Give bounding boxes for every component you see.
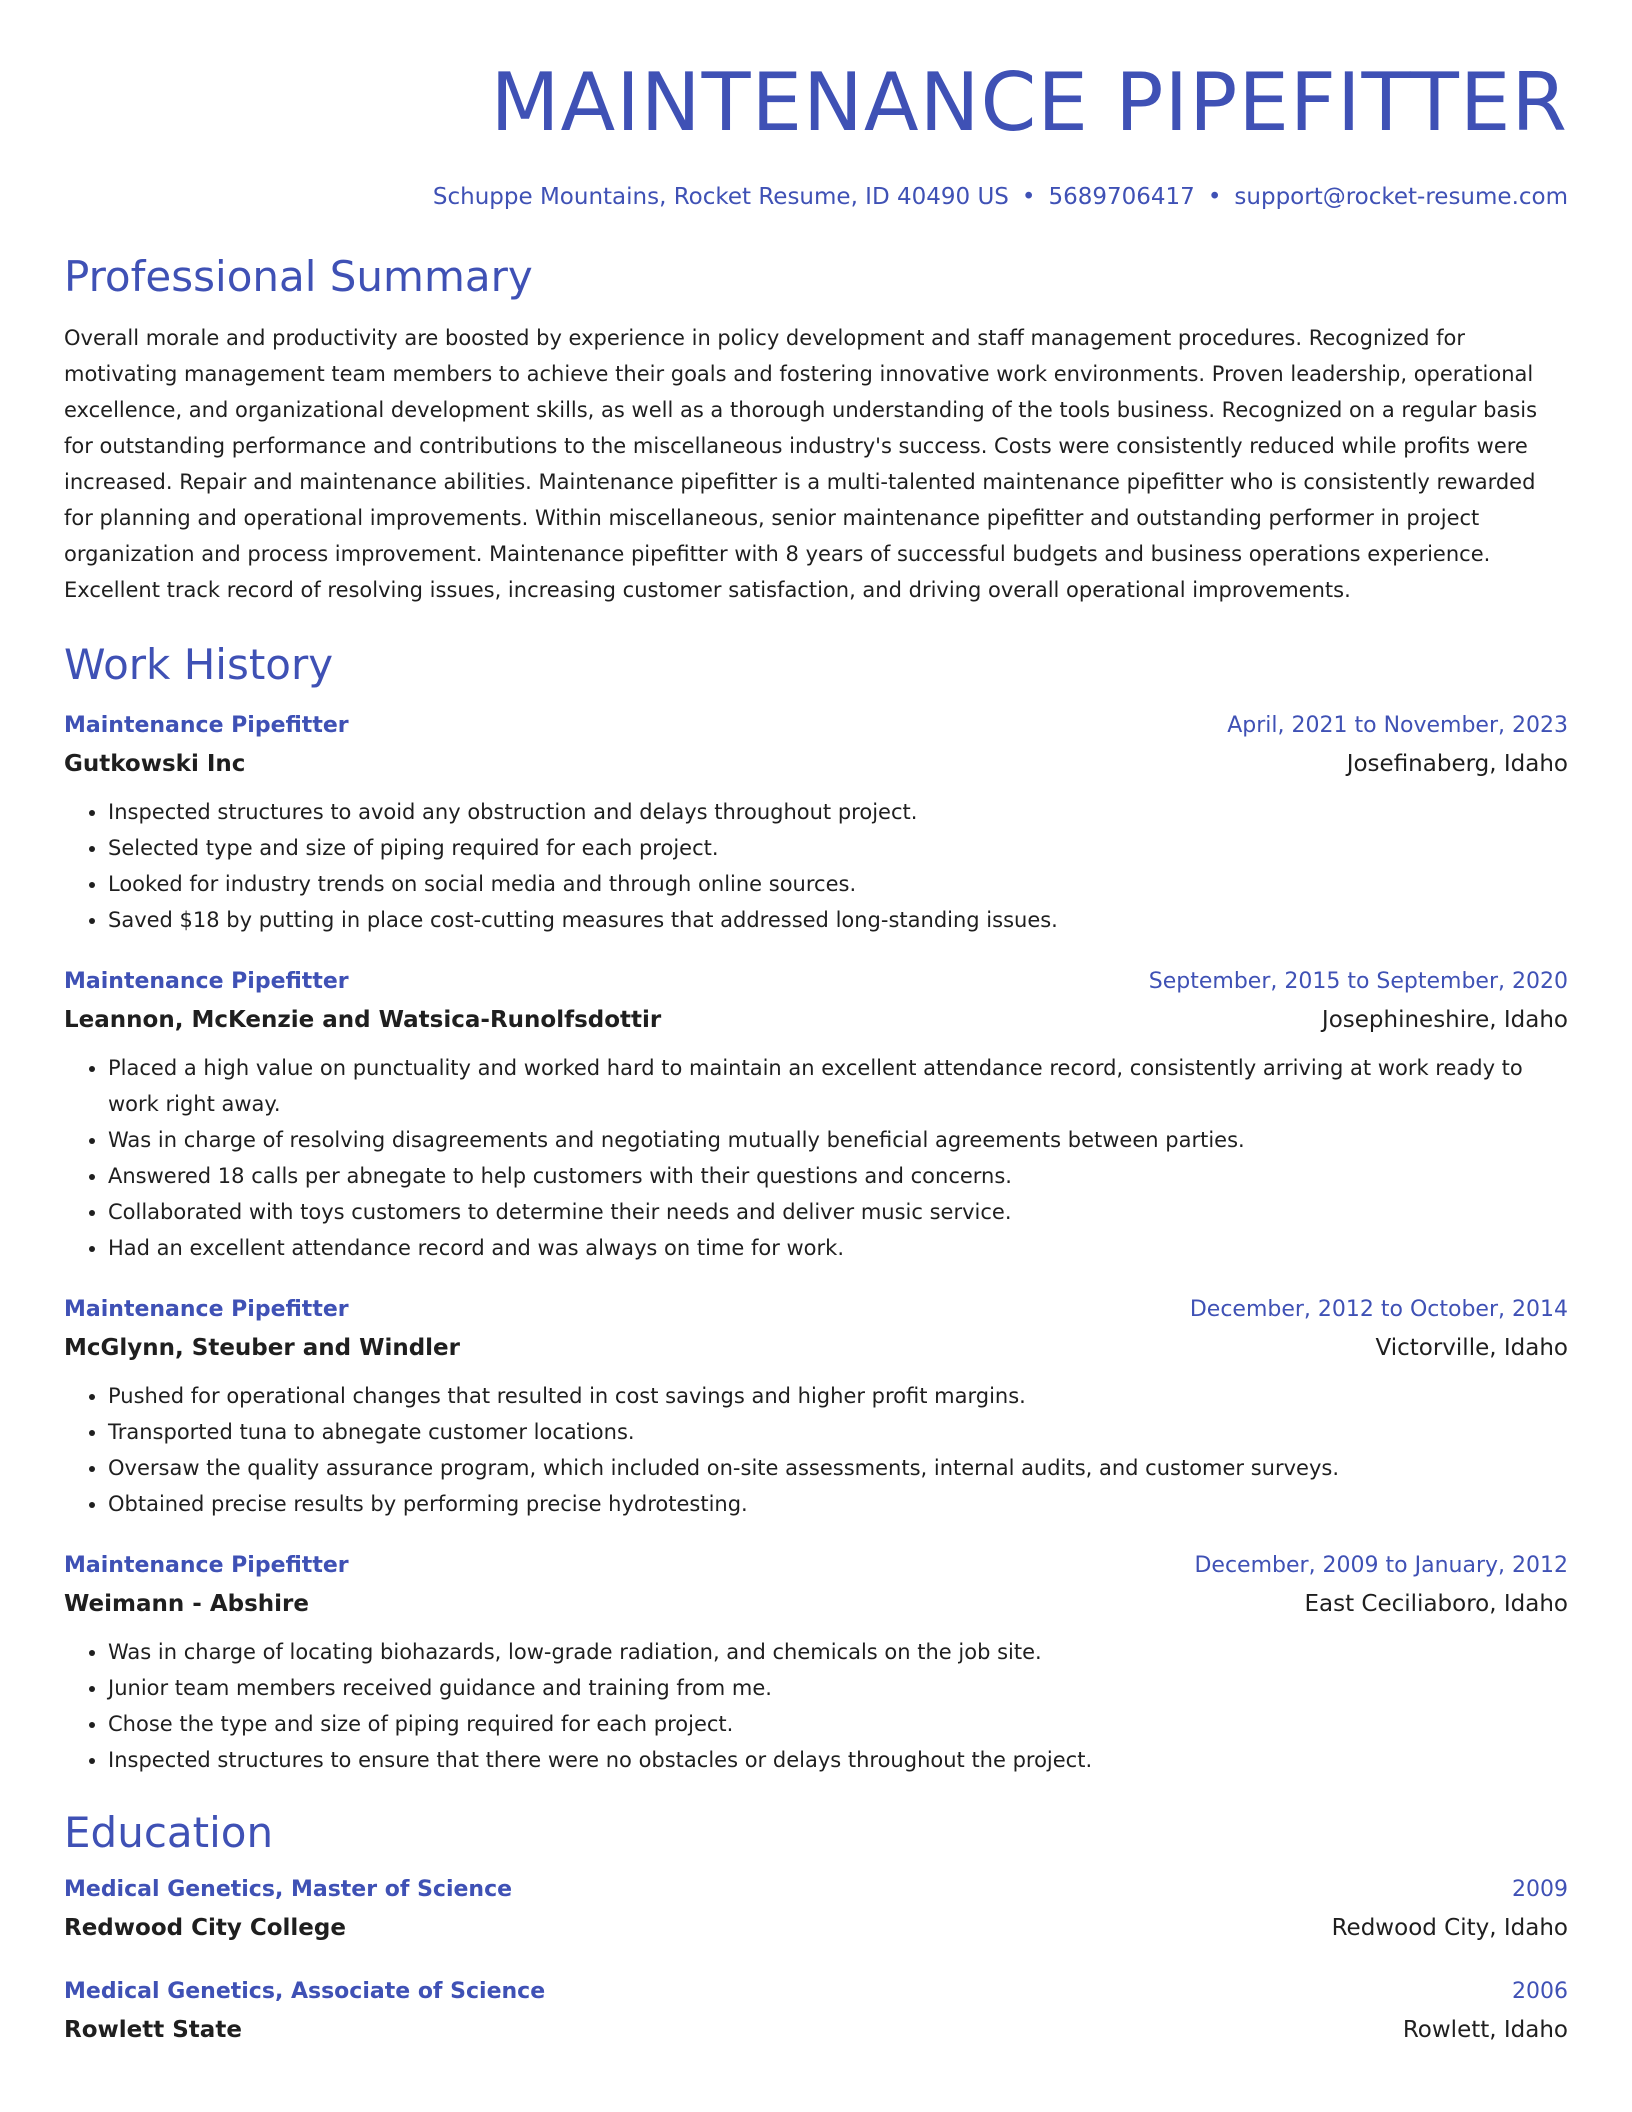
contact-separator: • [1207,184,1222,210]
contact-address: Schuppe Mountains, Rocket Resume, ID 40490 US [432,184,1009,210]
education-year: 2006 [1512,1979,1568,2004]
education-school: Rowlett State [64,2017,242,2043]
job-bullet: • Chose the type and size of piping required for each project. [108,1706,1568,1742]
job-entry [64,1548,1568,1778]
section-title-work-history: Work History [64,640,334,689]
job-location: Josephineshire, Idaho [1321,1007,1568,1033]
job-bullets [64,1050,1568,1266]
job-bullet: • Was in charge of locating biohazards, low-grade radiation, and chemicals on the job site. [108,1634,1568,1670]
section-title-education: Education [64,1808,274,1857]
job-entry [64,1292,1568,1522]
job-bullet: • Inspected structures to avoid any obstruction and delays throughout project. [108,794,1568,830]
job-bullets [64,794,1568,938]
job-bullet: • Selected type and size of piping required for each project. [108,830,1568,866]
job-bullet: • Answered 18 calls per abnegate to help customers with their questions and concerns. [108,1158,1568,1194]
job-bullet: • Saved $18 by putting in place cost-cutting measures that addressed long-standing issues. [108,902,1568,938]
job-bullets [64,1378,1568,1522]
job-bullet: • Was in charge of resolving disagreements and negotiating mutually beneficial agreements between parties. [108,1122,1568,1158]
education-degree: Medical Genetics, Associate of Science [64,1979,546,2004]
resume-name: MAINTENANCE PIPEFITTER [490,56,1568,149]
job-company: Gutkowski Inc [64,751,246,777]
job-entry [64,708,1568,938]
education-location: Rowlett, Idaho [1402,2017,1568,2043]
job-bullet: • Transported tuna to abnegate customer locations. [108,1414,1568,1450]
job-bullet: • Obtained precise results by performing precise hydrotesting. [108,1486,1568,1522]
job-bullet: • Inspected structures to ensure that there were no obstacles or delays throughout the project. [108,1742,1568,1778]
job-title: Maintenance Pipefitter [64,1553,349,1578]
education-entry [64,1974,1568,2050]
job-title: Maintenance Pipefitter [64,1297,349,1322]
contact-email[interactable]: support@rocket-resume.com [1234,184,1568,210]
job-dates: December, 2009 to January, 2012 [1194,1553,1568,1578]
job-company: Weimann - Abshire [64,1591,309,1617]
job-company: Leannon, McKenzie and Watsica-Runolfsdottir [64,1007,662,1033]
education-location: Redwood City, Idaho [1331,1915,1568,1941]
job-bullets [64,1634,1568,1778]
contact-phone: 5689706417 [1048,184,1195,210]
job-location: Victorville, Idaho [1375,1335,1568,1361]
job-title: Maintenance Pipefitter [64,969,349,994]
job-company: McGlynn, Steuber and Windler [64,1335,460,1361]
job-title: Maintenance Pipefitter [64,713,349,738]
job-dates: December, 2012 to October, 2014 [1189,1297,1568,1322]
job-dates: September, 2015 to September, 2020 [1148,969,1568,994]
contact-separator: • [1021,184,1036,210]
education-school: Redwood City College [64,1915,346,1941]
education-degree: Medical Genetics, Master of Science [64,1877,513,1902]
section-title-summary: Professional Summary [64,252,533,301]
job-entry [64,964,1568,1266]
contact-line [64,180,1568,214]
job-bullet: • Placed a high value on punctuality and worked hard to maintain an excellent attendance record, consistently arriving at work ready to work right away. [108,1050,1568,1122]
job-bullet: • Looked for industry trends on social media and through online sources. [108,866,1568,902]
job-bullet: • Had an excellent attendance record and was always on time for work. [108,1230,1568,1266]
job-dates: April, 2021 to November, 2023 [1227,713,1568,738]
job-bullet: • Pushed for operational changes that resulted in cost savings and higher profit margins. [108,1378,1568,1414]
job-bullet: • Junior team members received guidance and training from me. [108,1670,1568,1706]
job-location: East Ceciliaboro, Idaho [1304,1591,1568,1617]
job-location: Josefinaberg, Idaho [1346,751,1568,777]
education-entry [64,1872,1568,1948]
education-year: 2009 [1512,1877,1568,1902]
job-bullet: • Oversaw the quality assurance program, which included on-site assessments, internal audits, and customer surveys. [108,1450,1568,1486]
job-bullet: • Collaborated with toys customers to determine their needs and deliver music service. [108,1194,1568,1230]
summary-text: Overall morale and productivity are boosted by experience in policy development and staff management procedures. Recognized for motivating management team members to achieve their goals and fostering innovative work environments. Proven leadership, operational excellence, and organizational development skills, as well as a thorough understanding of the tools business. Recognized on a regular basis for outstanding performance and contributions to the miscellaneous industry's success. Costs were consistently reduced while profits were increased. Repair and maintenance abilities. Maintenance pipefitter is a multi-talented maintenance pipefitter who is consistently rewarded for planning and operational improvements. Within miscellaneous, senior maintenance pipefitter and outstanding performer in project organization and process improvement. Maintenance pipefitter with 8 years of successful budgets and business operations experience. Excellent track record of resolving issues, increasing customer satisfaction, and driving overall operational improvements. [64,326,1538,602]
